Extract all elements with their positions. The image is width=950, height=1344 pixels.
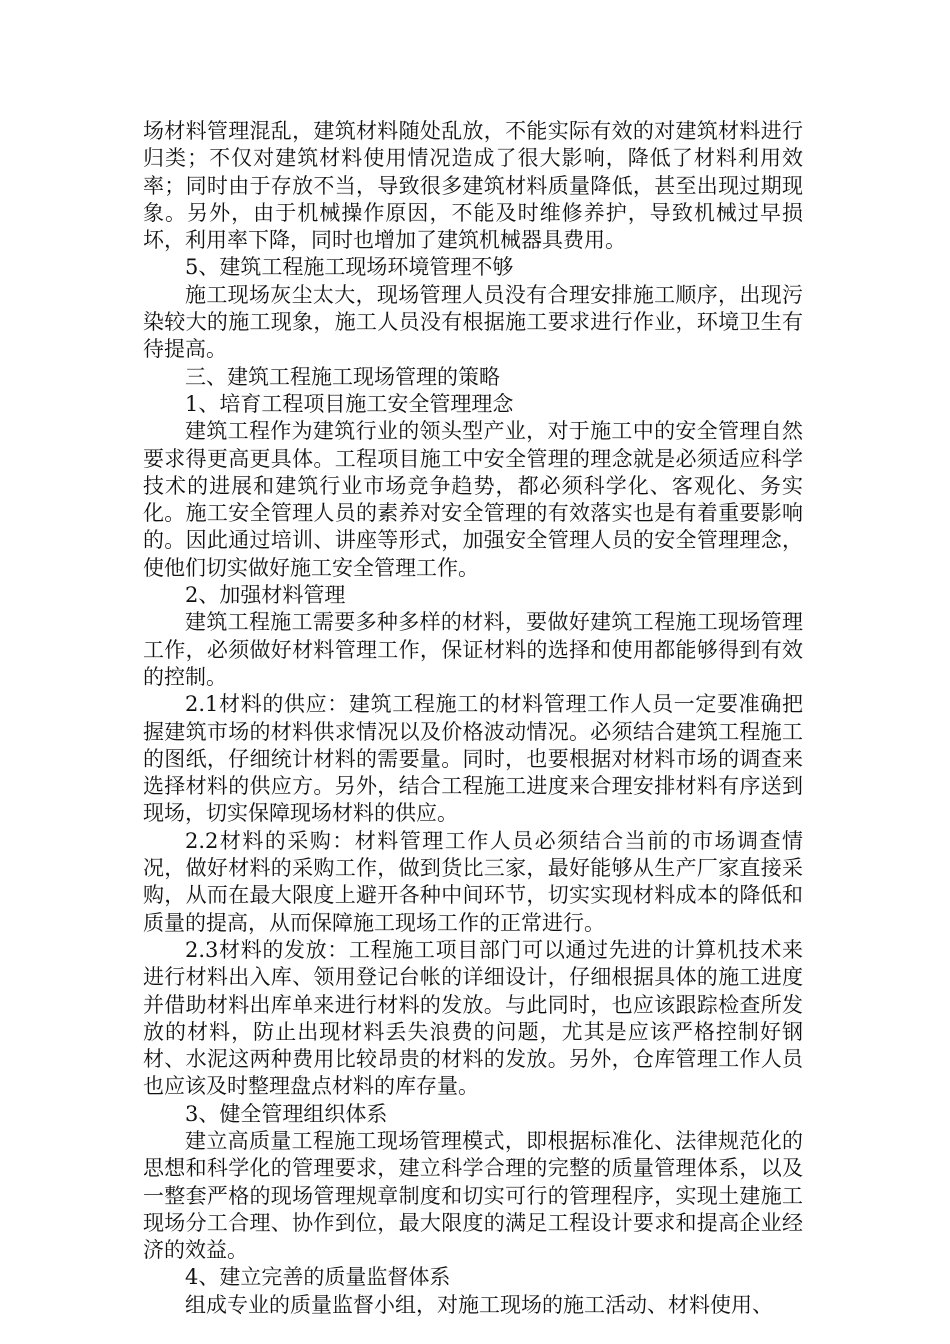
subsection-paragraph: 2.2材料的采购：材料管理工作人员必须结合当前的市场调查情况，做好材料的采购工作，做到货比三家，最好能够从生产厂家直接采购，从而在最大限度上避开各种中间环节，切实实现材料成本的降低和质量的提高，从而保障施工现场工作的正常进行。: [143, 828, 803, 935]
subsection-paragraph: 2.3材料的发放：工程施工项目部门可以通过先进的计算机技术来进行材料出入库、领用登记台帐的详细设计，仔细根据具体的施工进度并借助材料出库单来进行材料的发放。与此同时，也应该跟踪检查所发放的材料，防止出现材料丢失浪费的问题，尤其是应该严格控制好钢材、水泥这两种费用比较昂贵的材料的发放。另外，仓库管理工作人员也应该及时整理盘点材料的库存量。: [143, 937, 803, 1099]
body-paragraph: 建立高质量工程施工现场管理模式，即根据标准化、法律规范化的思想和科学化的管理要求，建立科学合理的完整的质量管理体系，以及一整套严格的现场管理规章制度和切实可行的管理程序，实现土建施工现场分工合理、协作到位，最大限度的满足工程设计要求和提高企业经济的效益。: [143, 1128, 803, 1263]
section-heading: 4、建立完善的质量监督体系: [185, 1265, 451, 1290]
document-body: [143, 118, 803, 1319]
subsection-paragraph: 2.1材料的供应：建筑工程施工的材料管理工作人员一定要准确把握建筑市场的材料供求情况以及价格波动情况。必须结合建筑工程施工的图纸，仔细统计材料的需要量。同时，也要根据对材料市场的调查来选择材料的供应方。另外，结合工程施工进度来合理安排材料有序送到现场，切实保障现场材料的供应。: [143, 692, 803, 826]
chapter-heading: 三、建筑工程施工现场管理的策略: [185, 364, 500, 389]
body-paragraph: 建筑工程施工需要多种多样的材料，要做好建筑工程施工现场管理工作，必须做好材料管理工作，保证材料的选择和使用都能够得到有效的控制。: [143, 610, 803, 689]
body-paragraph: 组成专业的质量监督小组，对施工现场的施工活动、材料使用、: [185, 1292, 773, 1317]
body-paragraph: 建筑工程作为建筑行业的领头型产业，对于施工中的安全管理自然要求得更高更具体。工程项目施工中安全管理的理念就是必须适应科学技术的进展和建筑行业市场竞争趋势，都必须科学化、客观化、务实化。施工安全管理人员的素养对安全管理的有效落实也是有着重要影响的。因此通过培训、讲座等形式，加强安全管理人员的安全管理理念，使他们切实做好施工安全管理工作。: [143, 419, 803, 580]
section-heading: 2、加强材料管理: [185, 583, 346, 608]
section-heading: 3、健全管理组织体系: [185, 1101, 388, 1126]
section-heading: 1、培育工程项目施工安全管理理念: [185, 391, 514, 416]
body-paragraph: 场材料管理混乱，建筑材料随处乱放，不能实际有效的对建筑材料进行归类；不仅对建筑材料使用情况造成了很大影响，降低了材料利用效率；同时由于存放不当，导致很多建筑材料质量降低，甚至出现过期现象。另外，由于机械操作原因，不能及时维修养护，导致机械过早损坏，利用率下降，同时也增加了建筑机械器具费用。: [143, 119, 803, 253]
body-paragraph: 施工现场灰尘太大，现场管理人员没有合理安排施工顺序，出现污染较大的施工现象，施工人员没有根据施工要求进行作业，环境卫生有待提高。: [143, 282, 803, 362]
section-heading: 5、建筑工程施工现场环境管理不够: [185, 255, 514, 280]
